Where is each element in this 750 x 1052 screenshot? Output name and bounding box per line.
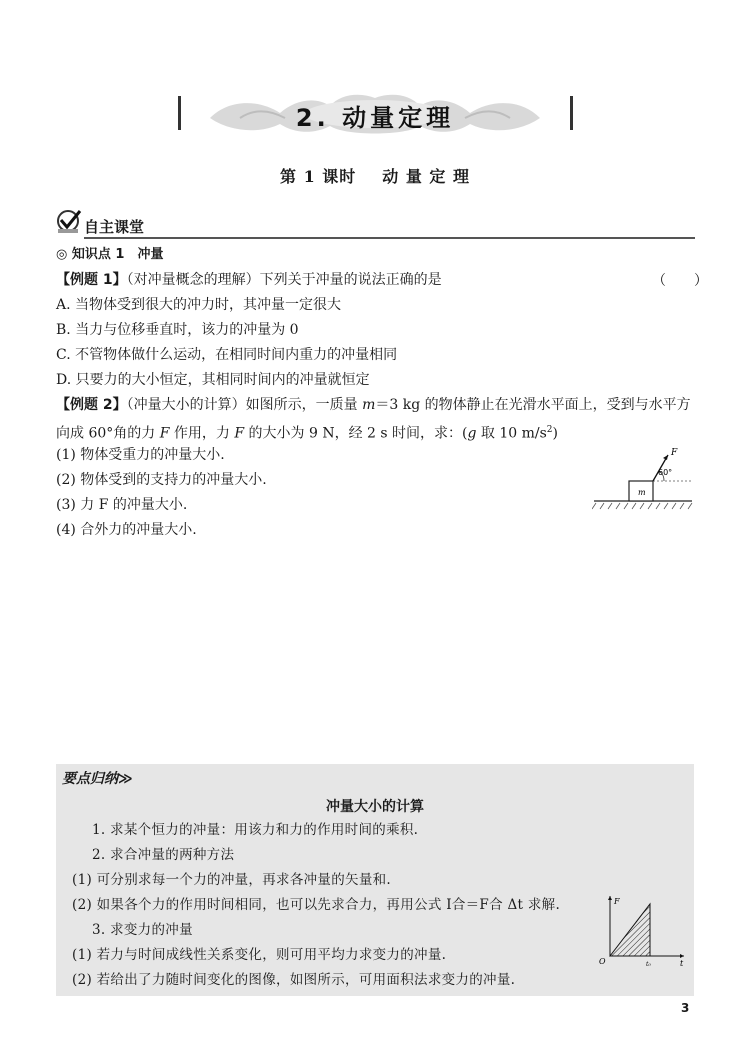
option-d: D. 只要力的大小恒定，其相同时间内的冲量就恒定 xyxy=(56,372,370,388)
graph-origin: O xyxy=(599,957,606,966)
example2-line1: 【例题 2】（冲量大小的计算）如图所示，一质量 m＝3 kg 的物体静止在光滑水平面上，受到与水平方 xyxy=(56,397,691,413)
summary-item: (1) 可分别求每一个力的冲量，再求各冲量的矢量和. xyxy=(72,872,392,888)
question-2: (2) 物体受到的支持力的冲量大小. xyxy=(56,472,267,488)
option-c: C. 不管物体做什么运动，在相同时间内重力的冲量相同 xyxy=(56,347,398,363)
graph-t0-label: t₀ xyxy=(646,961,651,968)
block-force-figure xyxy=(592,445,694,513)
checkmark-badge-icon xyxy=(56,208,82,234)
summary-item: (1) 若力与时间成线性关系变化，则可用平均力求变力的冲量. xyxy=(72,947,447,963)
summary-item: 1. 求某个恒力的冲量：用该力和力的作用时间的乘积. xyxy=(92,822,419,838)
example2-tag: 【例题 2】 xyxy=(56,397,127,413)
option-a: A. 当物体受到很大的冲力时，其冲量一定很大 xyxy=(56,297,342,313)
question-3: (3) 力 F 的冲量大小. xyxy=(56,497,188,513)
summary-heading: 要点归纳≫ xyxy=(62,771,133,787)
page-number: 3 xyxy=(681,1001,690,1015)
example2-line2: 向成 60°角的力 F 作用，力 F 的大小为 9 N，经 2 s 时间，求：(g 取 10 $m/s^2$) xyxy=(56,425,558,442)
graph-y-label: F xyxy=(614,897,620,906)
angle-label: 60° xyxy=(658,468,673,477)
summary-item: (2) 如果各个力的作用时间相同，也可以先求合力，再用公式 I合＝F合 Δt 求解. xyxy=(72,897,561,913)
section-title: 自主课堂 xyxy=(84,218,145,236)
knowledge-point-heading: ◎ 知识点 1 冲量 xyxy=(56,247,164,262)
question-1: (1) 物体受重力的冲量大小. xyxy=(56,447,225,463)
section-divider xyxy=(84,237,695,239)
svg-text:m: m xyxy=(638,488,646,497)
graph-x-label: t xyxy=(680,959,684,968)
force-label: F xyxy=(671,448,678,458)
lesson-prefix: 第 1 课时 xyxy=(280,167,357,186)
lesson-title xyxy=(0,164,750,187)
option-b: B. 当力与位移垂直时，该力的冲量为 0 xyxy=(56,322,299,338)
force-time-graph xyxy=(596,892,690,968)
example1-stem: （对冲量概念的理解）下列关于冲量的说法正确的是 xyxy=(126,272,442,288)
chapter-title: 2. 动量定理 xyxy=(295,104,455,132)
answer-parentheses: （ ） xyxy=(652,273,708,289)
lesson-name: 动 量 定 理 xyxy=(382,167,470,186)
summary-item: (2) 若给出了力随时间变化的图像，如图所示，可用面积法求变力的冲量. xyxy=(72,972,516,988)
summary-title: 冲量大小的计算 xyxy=(326,799,424,815)
example1-stem-line xyxy=(56,270,442,290)
summary-item: 3. 求变力的冲量 xyxy=(92,922,193,938)
question-4: (4) 合外力的冲量大小. xyxy=(56,522,197,538)
summary-item: 2. 求合冲量的两种方法 xyxy=(92,847,235,863)
example1-tag: 【例题 1】 xyxy=(56,272,127,288)
